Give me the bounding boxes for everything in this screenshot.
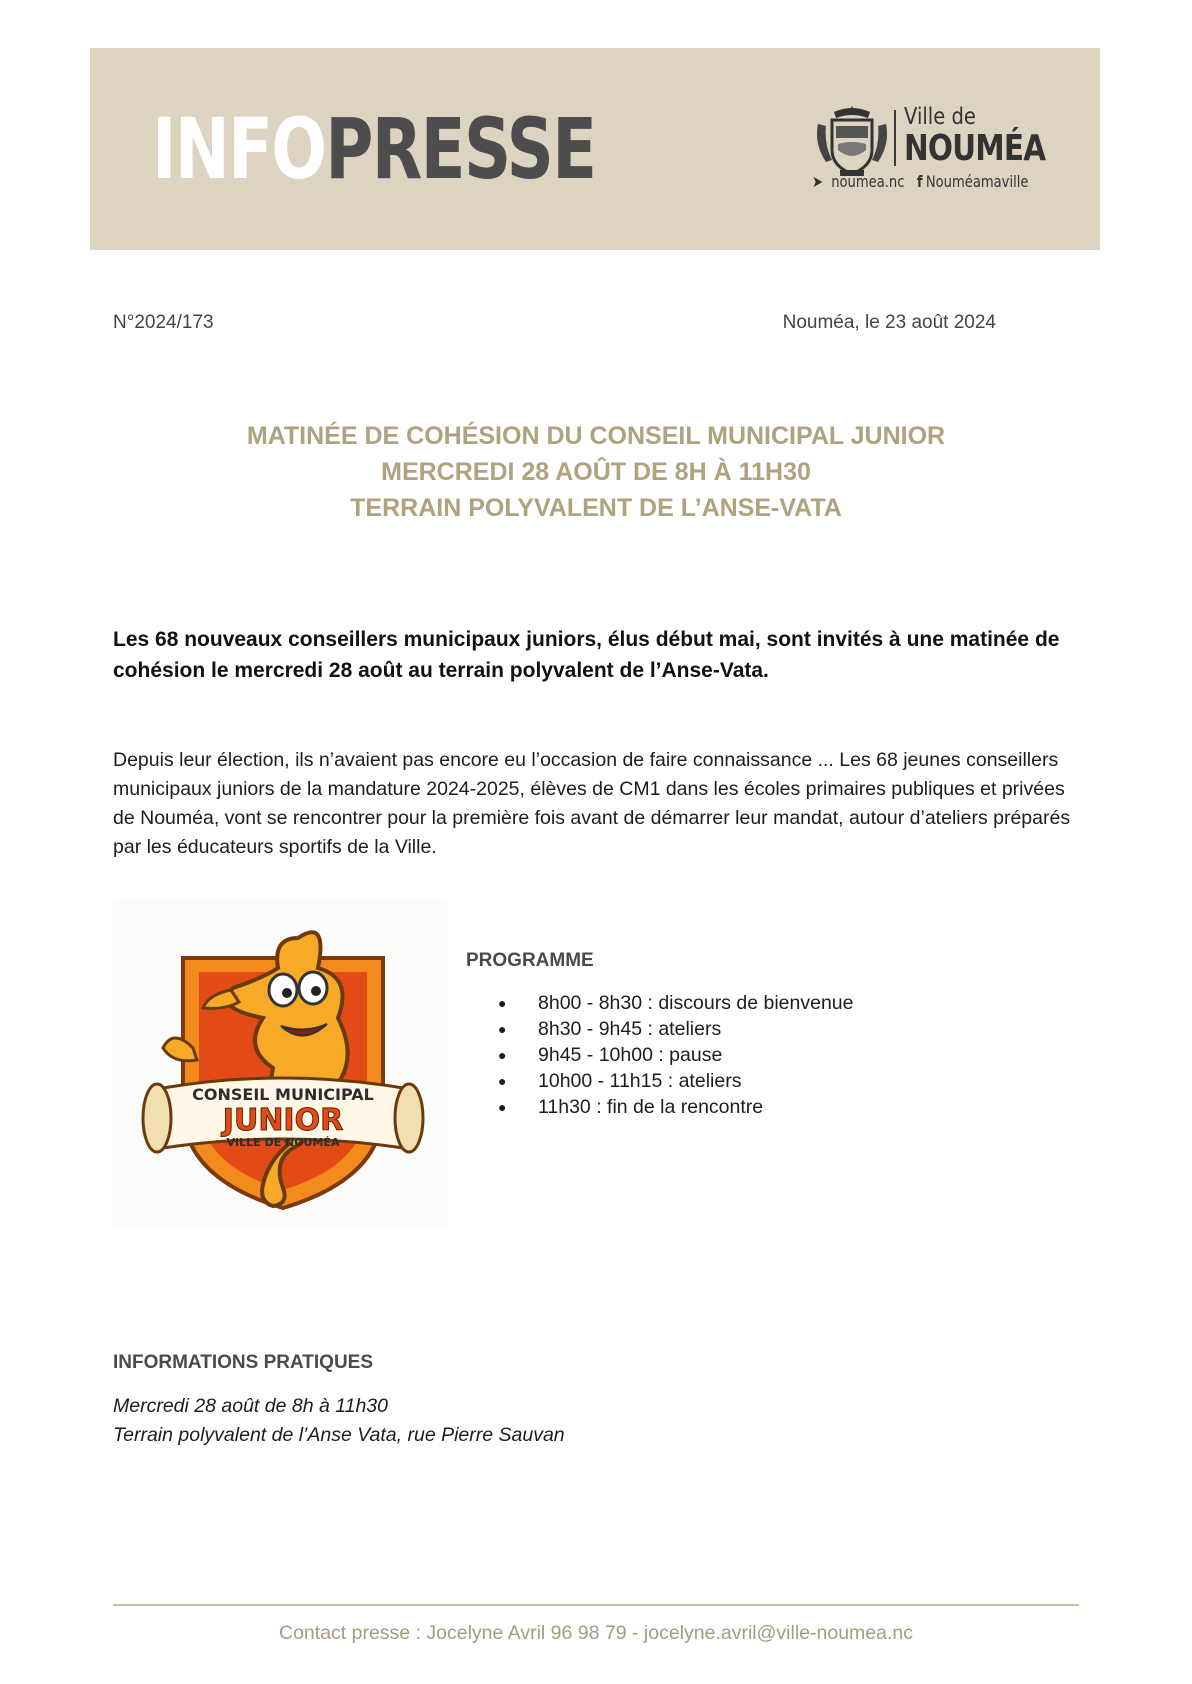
practical-info-location: Terrain polyvalent de l’Anse Vata, rue Pierre Sauvan [113,1424,565,1446]
title-line-3: TERRAIN POLYVALENT DE L’ANSE-VATA [350,494,842,522]
programme-heading: PROGRAMME [466,950,594,971]
programme-item: ● 8h30 - 9h45 : ateliers [498,1016,853,1042]
press-contact: Contact presse : Jocelyne Avril 96 98 79 - jocelyne.avril@ville-noumea.nc [279,1622,913,1644]
body-paragraph: Depuis leur élection, ils n’avaient pas encore eu l’occasion de faire connaissance ... Les 68 jeunes conseillers municipaux juniors de la mandature 2024-2025, élèves de CM1 dans les écoles primaires publiques et privées de Nouméa, vont se rencontrer pour la première fois avant de démarrer leur mandat, autour d’ateliers préparés par les éducateurs sportifs de la Ville. [113,749,1071,858]
title-line-2: MERCREDI 28 AOÛT DE 8H À 11H30 [381,458,811,486]
mascot-banner-line-3: VILLE DE NOUMÉA [226,1136,340,1149]
press-title [100,418,1092,526]
facebook-icon: f [916,172,923,191]
logo-social-links [812,172,1037,191]
programme-item: ● 11h30 : fin de la rencontre [498,1094,853,1120]
press-date: Nouméa, le 23 août 2024 [782,312,996,333]
cmj-mascot-illustration [113,898,447,1228]
press-reference: N°2024/173 [113,312,214,333]
mascot-banner-line-1: CONSEIL MUNICIPAL [192,1085,374,1104]
infopresse-wordmark [152,100,596,198]
mascot-banner-line-2: JUNIOR [222,1103,344,1138]
brand-info: INFO [152,100,326,198]
logo-ville-de: Ville de [904,104,976,130]
practical-info [113,1392,565,1450]
brand-presse: PRESSE [325,100,596,198]
footer-divider [113,1604,1079,1606]
header-banner [90,48,1100,250]
web-icon: ➤ [812,172,823,191]
programme-item: ● 10h00 - 11h15 : ateliers [498,1068,853,1094]
practical-info-heading: INFORMATIONS PRATIQUES [113,1352,374,1373]
ville-noumea-logo [812,104,1052,194]
logo-divider [894,110,896,166]
facebook-link[interactable]: Nouméamaville [925,172,1029,191]
website-link[interactable]: noumea.nc [831,172,905,191]
lead-paragraph: Les 68 nouveaux conseillers municipaux juniors, élus début mai, sont invités à une matinée de cohésion le mercredi 28 août au terrain polyvalent de l’Anse-Vata. [113,628,1060,682]
programme-item: ● 8h00 - 8h30 : discours de bienvenue [498,990,853,1016]
programme-item: ● 9h45 - 10h00 : pause [498,1042,853,1068]
city-crest-icon [812,104,892,180]
title-line-1: MATINÉE DE COHÉSION DU CONSEIL MUNICIPAL JUNIOR [246,422,946,450]
seahorse-mascot-icon [113,898,447,1228]
logo-noumea: NOUMÉA [904,128,1046,169]
practical-info-date: Mercredi 28 août de 8h à 11h30 [113,1395,388,1417]
programme-list [498,990,853,1120]
